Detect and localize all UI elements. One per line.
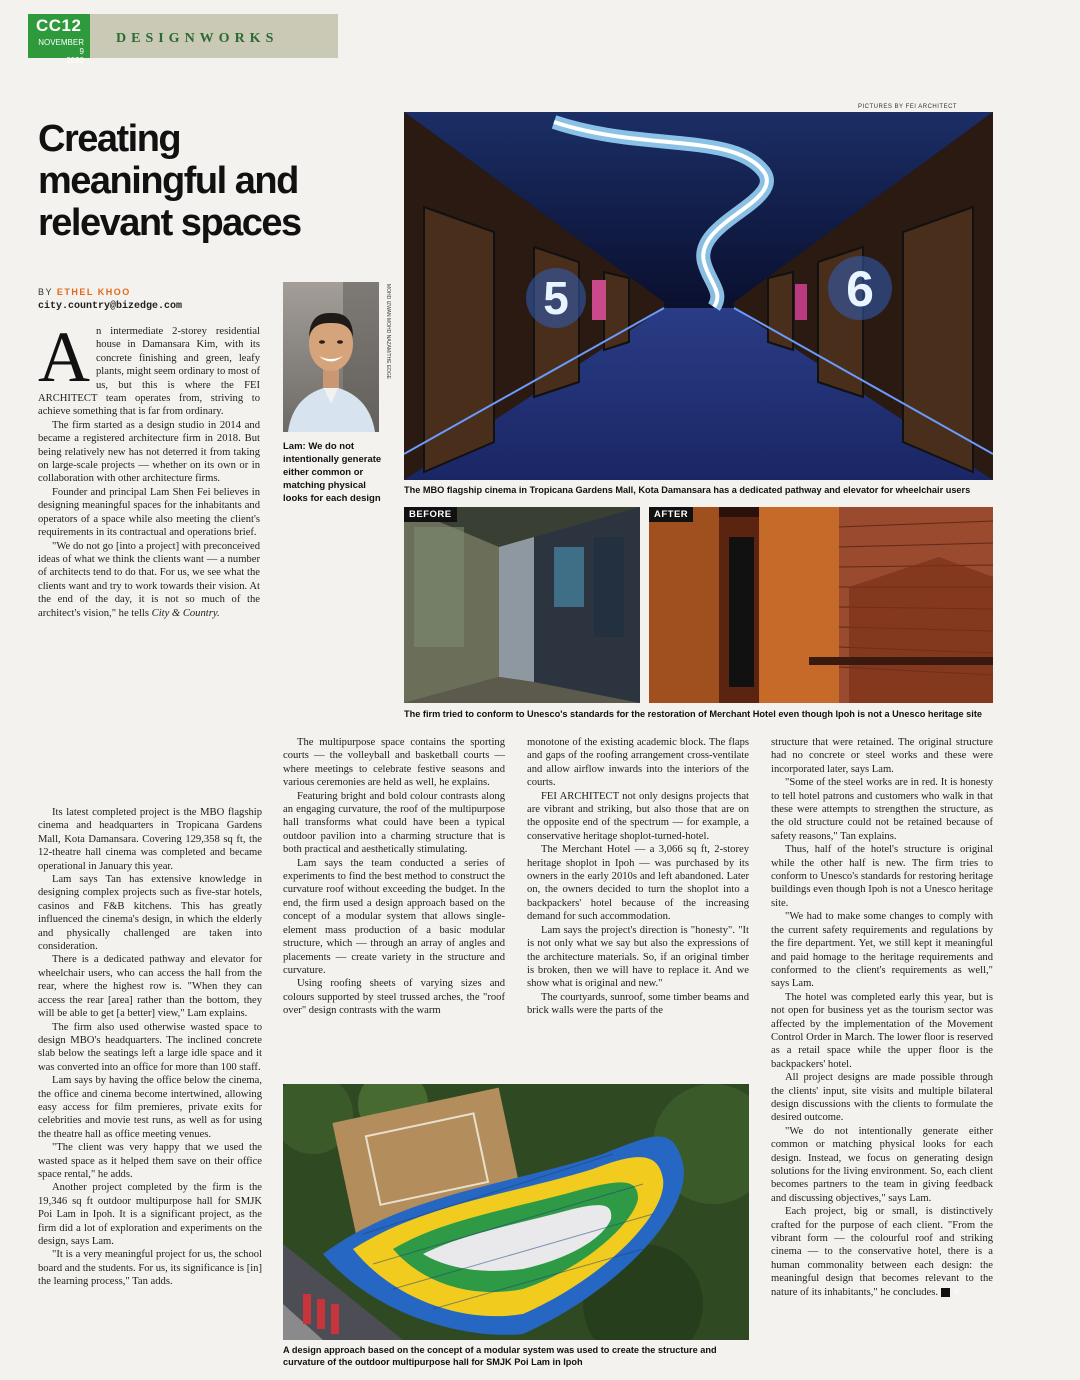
paragraph: Lam says the team conducted a series of experiments to find the best method to construct the curvature roof without exceeding the budget. In the end, the firm used a design approach based on the concept of a modular system that allows single-element mass production of a basic modular structure, which — through an array of angles and placements — create variety in the structure and curvature. [283, 857, 505, 976]
byline: BY ETHEL KHOO [38, 287, 131, 297]
paragraph: "We had to make some changes to comply with the current safety requirements and regulations by the fire department. Yet, we still kept it meaningful and paid homage to the heritage requirements and conformed to the client's requirements as well," says Lam. [771, 911, 993, 990]
section-name: DESIGNWORKS [116, 31, 279, 46]
after-label: AFTER [649, 507, 693, 522]
end-mark-icon: E [941, 1288, 950, 1297]
body-column-2 [283, 736, 505, 1018]
paragraph: Its latest completed project is the MBO flagship cinema and headquarters in Tropicana Gardens Mall, Kota Damansara. Covering 129,358 sq ft, the 12-theatre hall cinema was completed and became operational in January this year. [38, 807, 262, 872]
body-column-3 [527, 736, 749, 1018]
paragraph: "We do not intentionally generate either common or matching physical looks for each design. Instead, we focus on generating design solutions for the living environment. So, each client becomes partners to the team in giving feedback and discussing objectives," says Lam. [771, 1125, 993, 1204]
hotel-caption: The firm tried to conform to Unesco's standards for the restoration of Merchant Hotel even though Ipoh is not a Unesco heritage site [404, 709, 983, 719]
paragraph: There is a dedicated pathway and elevator for wheelchair users, who can access the hall from the rear, where the highest row is. "When they can access the rear [area] rather than the bottom, they will be able to get [a better] view," Lam explains. [38, 954, 262, 1020]
portrait-photo [283, 282, 379, 432]
photo-credit: PICTURES BY FEI ARCHITECT [858, 104, 958, 110]
drop-cap: A [38, 317, 90, 397]
paragraph: Featuring bright and bold colour contrasts along an engaging curvature, the roof of the multipurpose hall transforms what could have been a typical outdoor pavilion into a charming structure that is both practical and aesthetically stimulating. [283, 790, 505, 856]
author-name: ETHEL KHOO [56, 287, 131, 297]
hotel-after-photo [649, 507, 993, 703]
portrait-caption: Lam: We do not intentionally generate either common or matching physical looks for each design [283, 441, 382, 504]
paragraph: Lam says the project's direction is "honesty". "It is not only what we say but also the expressions of the architecture materials. So, if an original timber is broken, then we will have to replace it. And we show what is original and new." [527, 924, 749, 990]
paragraph: "The client was very happy that we used the wasted space as it helped them save on their office space rental," he adds. [38, 1142, 262, 1180]
publication-name: City & Country. [151, 607, 220, 619]
cinema-caption: The MBO flagship cinema in Tropicana Gardens Mall, Kota Damansara has a dedicated pathway and elevator for wheelchair users [404, 485, 971, 495]
paragraph: Founder and principal Lam Shen Fei believes in designing meaningful spaces for the inhabitants and operators of a space while also meeting the client's requirements in its contractual and operations brief. [38, 486, 260, 539]
multipurpose-hall-photo [283, 1084, 749, 1340]
author-email: city.country@bizedge.com [38, 301, 183, 312]
paragraph: The Merchant Hotel — a 3,066 sq ft, 2-storey heritage shoplot in Ipoh — was purchased by its owners in the early 2010s and left abandoned. Later on, the owners decided to turn the shoplot into a backpackers' hotel because of the increasing demand for such accommodation. [527, 844, 749, 923]
paragraph: Another project completed by the firm is the 19,346 sq ft outdoor multipurpose hall for SMJK Poi Lam in Ipoh. It is a significant project, as the firm did a lot of exploration and experiments on the design, says Lam. [38, 1182, 262, 1247]
paragraph: The hotel was completed early this year, but is not open for business yet as the tourism sector was affected by the implementation of the Movement Control Order in March. The lower floor is reserved as a retail space while the upper floor is the backpackers' hotel. [771, 991, 993, 1070]
hall-number-5: 5 [543, 272, 569, 324]
paragraph: The courtyards, sunroof, some timber beams and brick walls were the parts of the [527, 991, 749, 1017]
paragraph: The firm also used otherwise wasted space to design MBO's headquarters. The inclined concrete slab below the seatings left a large idle space and it was converted into an office for more than 100 staff. [38, 1021, 262, 1073]
paragraph: structure that were retained. The original structure had no concrete or steel works and these were incorporated later, says Lam. [771, 737, 993, 775]
paragraph: FEI ARCHITECT not only designs projects that are vibrant and striking, but also those that are on the opposite end of the spectrum — for example, a conservative heritage shoplot-turned-hotel. [527, 790, 749, 842]
hall-caption: A design approach based on the concept of a modular system was used to create the structure and curvature of the outdoor multipurpose hall for SMJK Poi Lam in Ipoh [283, 1345, 717, 1367]
page-number-tag [28, 14, 90, 65]
paragraph: "It is a very meaningful project for us, the school board and the students. For us, its significance is [in] the learning process," Tan adds. [38, 1249, 262, 1288]
paragraph: "Some of the steel works are in red. It is honesty to tell hotel patrons and customers who walk in that these were attempts to strengthen the structure, as the old structure could not be retained because of safety reasons," Tan explains. [771, 777, 993, 842]
paragraph: Lam says Tan has extensive knowledge in designing complex projects such as five-star hotels, casinos and F&B kitchens. This has greatly influenced the cinema's design, in which the elderly and physically challenged are taken into consideration. [38, 874, 262, 953]
hall-number-6: 6 [846, 261, 874, 317]
paragraph: All project designs are made possible through the clients' input, site visits and multiple bilateral design discussions with the clients to formulate the desired outcome. [771, 1072, 993, 1124]
issue-date: NOVEMBER 9 2020 [38, 38, 84, 65]
paragraph: "We do not go [into a project] with preconceived ideas of what we think the clients want — a number of architects tend to do that. For us, we see what the clients want and try to work towards their vision. At the end of the day, it is not so much of the architect's vision," he tells City & Country. [38, 540, 260, 619]
body-column-1 [38, 317, 260, 620]
portrait-credit: MOHD IZWAN MOHD NAZAM/THE EDGE [385, 284, 391, 380]
paragraph: Thus, half of the hotel's structure is original while the other half is new. The firm tries to conform to Unesco's standards for restoring heritage buildings even though Ipoh is not a Unesco heritage site. [771, 844, 993, 909]
hotel-before-photo [404, 507, 640, 703]
headline: Creating meaningful and relevant spaces [38, 118, 301, 244]
body-column-4 [771, 736, 993, 1299]
page-number: CC12 [36, 16, 82, 35]
cinema-photo [404, 112, 993, 480]
paragraph: Each project, big or small, is distinctively crafted for the purpose of each client. "From the vibrant form — the colourful roof and striking cinema — to the conservative hotel, there is a human commonality between each design: the meaningful design that becomes relevant to the nature of its inhabitants," he concludes. E [771, 1206, 993, 1298]
paragraph: The multipurpose space contains the sporting courts — the volleyball and basketball courts — where meetings to celebrate festive seasons and various ceremonies are held as well, he explains. [283, 737, 505, 789]
paragraph: monotone of the existing academic block. The flaps and gaps of the roofing arrangement cross-ventilate and allow airflow inwards into the interiors of the courts. [527, 737, 749, 789]
body-column-1-continued [38, 806, 262, 1289]
paragraph: Using roofing sheets of varying sizes and colours supported by steel trussed arches, the "roof over" design contrasts with the warm [283, 978, 505, 1017]
lead-paragraph: n intermediate 2-storey residential house in Damansara Kim, with its concrete finishing and green, leafy plants, might seem ordinary to most of us, but this is where the FEI ARCHITECT team operates from, striving to achieve something that is far from ordinary. [38, 326, 260, 418]
paragraph: Lam says by having the office below the cinema, the office and cinema become intertwined, allowing easy access for film premieres, private exits for celebrities and movie test runs, as well as for using the theatre hall as office meeting venues. [38, 1075, 262, 1140]
before-label: BEFORE [404, 507, 457, 522]
section-banner [90, 14, 338, 58]
paragraph: The firm started as a design studio in 2014 and became a registered architecture firm in 2018. But being relatively new has not deterred it from taking on large-scale projects — whether on its own or in collaboration with other architecture firms. [38, 419, 260, 485]
